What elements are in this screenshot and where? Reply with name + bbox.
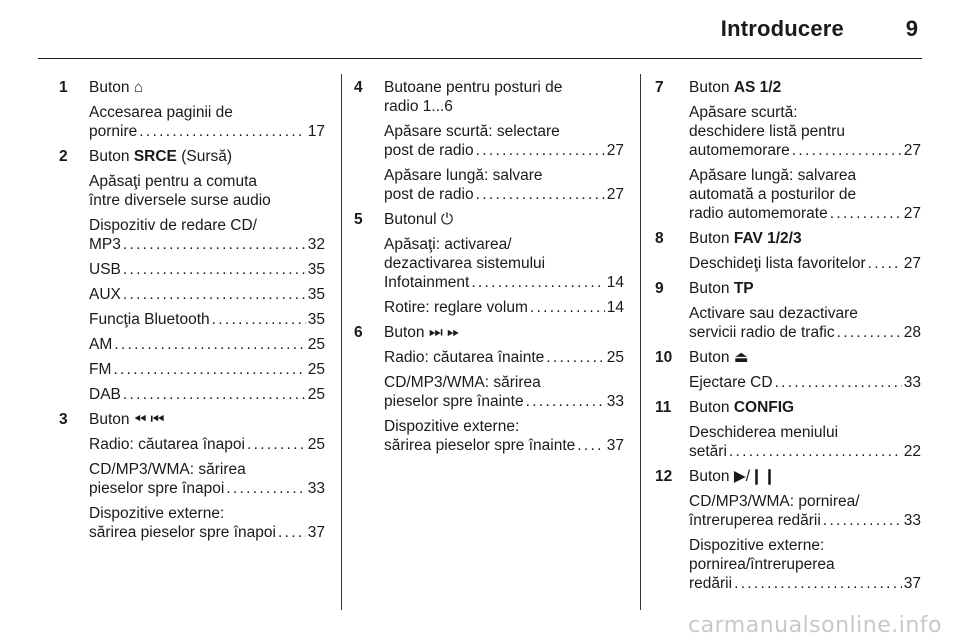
column-2 — [350, 78, 624, 461]
entry — [689, 166, 921, 223]
item-number: 2 — [59, 148, 68, 165]
toc-row — [89, 310, 325, 329]
entry — [384, 166, 624, 204]
page-ref[interactable]: 25 — [606, 349, 624, 366]
item-label: Buton — [689, 230, 730, 247]
dot-leader — [226, 479, 305, 498]
entry-line: Dispozitive externe: — [89, 505, 225, 522]
entry-text: întreruperea redării — [689, 512, 821, 529]
entry — [89, 360, 325, 379]
toc-row — [689, 574, 921, 593]
entry-text: post de radio — [384, 142, 474, 159]
toc-row — [689, 204, 921, 223]
button-name: AS 1/2 — [733, 79, 782, 96]
entry-line: Apăsaţi: activarea/ — [384, 236, 512, 253]
page-ref[interactable]: 27 — [606, 142, 624, 159]
item-heading — [689, 279, 921, 298]
page-ref[interactable]: 25 — [307, 336, 325, 353]
item-heading — [689, 78, 921, 97]
dot-leader — [868, 254, 902, 273]
entry-line: Apăsaţi pentru a comuta — [89, 173, 258, 190]
dot-leader — [734, 574, 902, 593]
dot-leader — [113, 360, 305, 379]
entry-text: pieselor spre înainte — [384, 393, 524, 410]
entry — [384, 417, 624, 455]
entry-text: USB — [89, 261, 121, 278]
entry — [689, 492, 921, 530]
dot-leader — [546, 348, 604, 367]
item-number: 8 — [655, 230, 664, 247]
entry-line: Activare sau dezactivare — [689, 305, 858, 322]
page-ref[interactable]: 33 — [307, 480, 325, 497]
entry-text: Radio: căutarea înainte — [384, 349, 545, 366]
legend-item — [655, 467, 921, 593]
toc-row — [689, 442, 921, 461]
item-label: Buton — [689, 468, 730, 485]
item-suffix: (Sursă) — [176, 148, 233, 165]
page-ref[interactable]: 17 — [307, 123, 325, 140]
page-ref[interactable]: 28 — [903, 324, 921, 341]
page-ref[interactable]: 37 — [307, 524, 325, 541]
toc-row — [384, 185, 624, 204]
toc-row — [89, 235, 325, 254]
column-3 — [655, 78, 921, 599]
entry — [689, 103, 921, 160]
dot-leader — [278, 523, 306, 542]
dot-leader — [123, 260, 306, 279]
entry-line: pornirea/întreruperea — [689, 556, 835, 573]
entry-text: Ejectare CD — [689, 374, 773, 391]
entry-text: setări — [689, 443, 727, 460]
page-ref[interactable]: 14 — [606, 299, 624, 316]
legend-item — [55, 410, 325, 542]
item-number: 10 — [655, 349, 673, 366]
page-ref[interactable]: 33 — [903, 374, 921, 391]
entry — [89, 335, 325, 354]
page-ref[interactable]: 37 — [903, 575, 921, 592]
item-heading — [689, 398, 921, 417]
entry — [89, 103, 325, 141]
entry-text: DAB — [89, 386, 121, 403]
dot-leader — [123, 235, 306, 254]
toc-row — [89, 285, 325, 304]
entry-text: AM — [89, 336, 113, 353]
dot-leader — [792, 141, 902, 160]
watermark: carmanualsonline.info — [688, 613, 942, 638]
item-label: Buton — [689, 280, 730, 297]
column-1 — [55, 78, 325, 548]
item-label: Buton — [689, 399, 730, 416]
page-ref[interactable]: 35 — [307, 311, 325, 328]
entry-text: servicii radio de trafic — [689, 324, 835, 341]
item-number: 6 — [354, 324, 363, 341]
legend-item — [350, 323, 624, 455]
item-heading — [689, 467, 921, 486]
toc-row — [689, 373, 921, 392]
entry-line: deschidere listă pentru — [689, 123, 845, 140]
item-heading — [89, 410, 325, 429]
item-heading — [89, 78, 325, 97]
page-header — [0, 0, 960, 60]
page-ref[interactable]: 25 — [307, 386, 325, 403]
item-heading — [384, 210, 624, 229]
page-ref[interactable]: 22 — [903, 443, 921, 460]
dot-leader — [530, 298, 605, 317]
entry-text: FM — [89, 361, 112, 378]
page-ref[interactable]: 35 — [307, 261, 325, 278]
legend-item — [655, 279, 921, 342]
entry-text: MP3 — [89, 236, 121, 253]
button-name: FAV 1/2/3 — [733, 230, 802, 247]
item-heading-line: Butoane pentru posturi de — [384, 79, 563, 96]
toc-row — [89, 122, 325, 141]
item-label: Buton — [689, 349, 730, 366]
item-heading — [689, 229, 921, 248]
dot-leader — [837, 323, 902, 342]
play-pause-icon: ▶/❙❙ — [733, 468, 777, 485]
item-heading-line: radio 1...6 — [384, 98, 453, 115]
entry — [384, 122, 624, 160]
entry-text: sărirea pieselor spre înainte — [384, 437, 576, 454]
button-name: SRCE — [133, 148, 177, 165]
item-heading — [89, 147, 325, 166]
page-ref[interactable]: 27 — [903, 142, 921, 159]
entry-text: pornire — [89, 123, 138, 140]
entry-text: redării — [689, 575, 733, 592]
item-label: Buton — [89, 79, 130, 96]
legend-item — [655, 229, 921, 273]
page-ref[interactable]: 33 — [903, 512, 921, 529]
toc-row — [689, 323, 921, 342]
item-number: 3 — [59, 411, 68, 428]
toc-row — [384, 436, 624, 455]
entry-text: AUX — [89, 286, 121, 303]
dot-leader — [476, 141, 605, 160]
page-ref[interactable]: 37 — [606, 437, 624, 454]
page-ref[interactable]: 14 — [606, 274, 624, 291]
item-number: 11 — [655, 399, 672, 416]
toc-row — [384, 348, 624, 367]
legend-item — [655, 398, 921, 461]
entry-line: CD/MP3/WMA: sărirea — [89, 461, 246, 478]
item-heading — [384, 323, 624, 342]
entry — [689, 373, 921, 392]
dot-leader — [729, 442, 902, 461]
page-ref[interactable]: 32 — [307, 236, 325, 253]
toc-row — [384, 298, 624, 317]
entry-line: Deschiderea meniului — [689, 424, 839, 441]
entry-text: post de radio — [384, 186, 474, 203]
toc-row — [689, 141, 921, 160]
entry-line: Dispozitive externe: — [384, 418, 520, 435]
dot-leader — [123, 285, 306, 304]
entry-text: Funcţia Bluetooth — [89, 311, 210, 328]
entry — [384, 298, 624, 317]
item-number: 12 — [655, 468, 673, 485]
legend-item — [350, 210, 624, 317]
page-title: Introducere — [720, 16, 844, 41]
toc-row — [89, 360, 325, 379]
entry-text: sărirea pieselor spre înapoi — [89, 524, 276, 541]
entry-line: Accesarea paginii de — [89, 104, 233, 121]
legend-item — [55, 78, 325, 141]
home-icon: ⌂ — [133, 79, 144, 96]
entry-text: Radio: căutarea înapoi — [89, 436, 245, 453]
entry — [89, 285, 325, 304]
page-ref[interactable]: 33 — [606, 393, 624, 410]
item-number: 4 — [354, 79, 363, 96]
toc-row — [89, 435, 325, 454]
item-label: Buton — [689, 79, 730, 96]
entry — [384, 373, 624, 411]
toc-row — [384, 141, 624, 160]
item-number: 7 — [655, 79, 664, 96]
toc-row — [384, 273, 624, 292]
legend-item — [55, 147, 325, 404]
entry-text: Deschideţi lista favoritelor — [689, 255, 866, 272]
page-number: 9 — [905, 16, 918, 41]
page-ref[interactable]: 27 — [903, 205, 921, 222]
item-label: Buton — [384, 324, 425, 341]
page-ref[interactable]: 25 — [307, 436, 325, 453]
entry — [384, 235, 624, 292]
button-name: CONFIG — [733, 399, 795, 416]
entry — [384, 348, 624, 367]
entry-line: Apăsare scurtă: selectare — [384, 123, 560, 140]
dot-leader — [123, 385, 306, 404]
dot-leader — [139, 122, 306, 141]
entry-text: pieselor spre înapoi — [89, 480, 225, 497]
dot-leader — [114, 335, 306, 354]
toc-row — [89, 523, 325, 542]
toc-row — [89, 260, 325, 279]
entry — [89, 435, 325, 454]
entry — [89, 504, 325, 542]
entry-line: automată a posturilor de — [689, 186, 857, 203]
entry — [689, 423, 921, 461]
entry — [89, 216, 325, 254]
item-label: Butonul — [384, 211, 437, 228]
button-name: TP — [733, 280, 754, 297]
dot-leader — [471, 273, 604, 292]
item-number: 9 — [655, 280, 664, 297]
entry-line: Dispozitive externe: — [689, 537, 825, 554]
toc-row — [89, 385, 325, 404]
toc-row — [689, 511, 921, 530]
entry — [89, 460, 325, 498]
entry-text: radio automemorate — [689, 205, 828, 222]
toc-row — [689, 254, 921, 273]
column-divider — [341, 74, 342, 610]
entry — [689, 254, 921, 273]
dot-leader — [830, 204, 902, 223]
toc-row — [89, 479, 325, 498]
entry-line: între diversele surse audio — [89, 192, 271, 209]
fast-forward-icon: ⏭︎ ⏩︎ — [428, 324, 460, 341]
dot-leader — [476, 185, 605, 204]
toc-row — [89, 335, 325, 354]
legend-item — [655, 348, 921, 392]
item-label: Buton — [89, 148, 130, 165]
eject-icon: ⏏ — [733, 349, 749, 366]
item-number: 1 — [59, 79, 68, 96]
entry — [89, 310, 325, 329]
entry-line: Apăsare lungă: salvare — [384, 167, 543, 184]
legend-item — [350, 78, 624, 204]
entry — [689, 304, 921, 342]
entry-line: dezactivarea sistemului — [384, 255, 546, 272]
column-divider — [640, 74, 641, 610]
header-divider — [38, 58, 922, 59]
item-number: 5 — [354, 211, 363, 228]
rewind-icon: ⏪︎ ⏮︎ — [133, 411, 165, 428]
dot-leader — [247, 435, 306, 454]
entry — [89, 385, 325, 404]
entry-text: Infotainment — [384, 274, 470, 291]
page-ref[interactable]: 35 — [307, 286, 325, 303]
entry-line: CD/MP3/WMA: sărirea — [384, 374, 541, 391]
entry — [89, 172, 325, 210]
dot-leader — [577, 436, 604, 455]
page-ref[interactable]: 27 — [903, 255, 921, 272]
toc-row — [384, 392, 624, 411]
entry-line: Dispozitiv de redare CD/ — [89, 217, 257, 234]
entry — [89, 260, 325, 279]
entry-line: CD/MP3/WMA: pornirea/ — [689, 493, 860, 510]
page-ref[interactable]: 27 — [606, 186, 624, 203]
entry-text: automemorare — [689, 142, 790, 159]
dot-leader — [212, 310, 306, 329]
item-label: Buton — [89, 411, 130, 428]
dot-leader — [823, 511, 902, 530]
entry-line: Apăsare lungă: salvarea — [689, 167, 857, 184]
legend-item — [655, 78, 921, 223]
item-heading — [689, 348, 921, 367]
entry-text: Rotire: reglare volum — [384, 299, 528, 316]
dot-leader — [775, 373, 902, 392]
entry-line: Apăsare scurtă: — [689, 104, 798, 121]
item-heading — [384, 78, 624, 116]
dot-leader — [526, 392, 605, 411]
page-ref[interactable]: 25 — [307, 361, 325, 378]
entry — [689, 536, 921, 593]
power-icon: ⏻ — [440, 211, 454, 228]
